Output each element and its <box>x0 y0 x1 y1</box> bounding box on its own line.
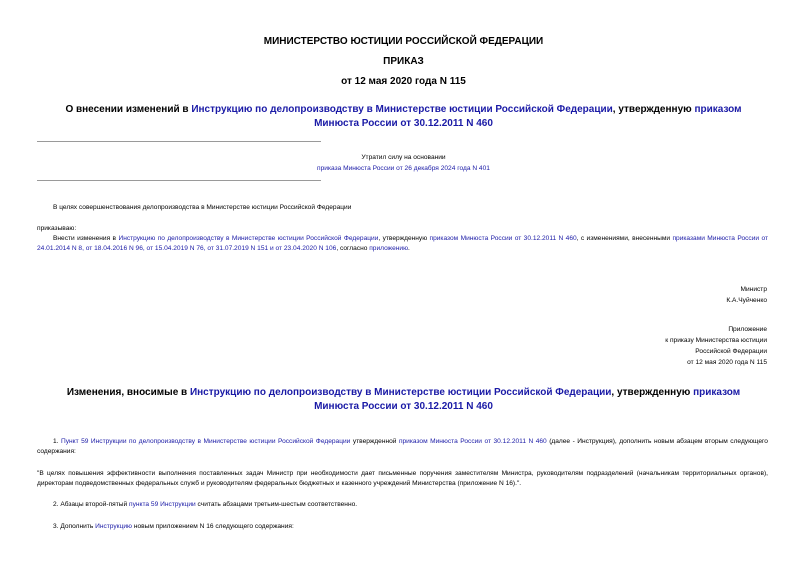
p1-text-e: . <box>408 245 410 252</box>
title2-link-instruction[interactable]: Инструкцию по делопроизводству в Министерстве юстиции Российской Федерации <box>189 387 612 398</box>
appendix-label-line1: Приложение <box>728 326 767 333</box>
p1-link-order[interactable]: приказом Минюста России от 30.12.2011 N 460 <box>429 235 577 242</box>
doc-date-number: от 12 мая 2020 года N 115 <box>341 76 466 87</box>
c3-link-instruction[interactable]: Инструкцию <box>95 523 132 530</box>
p1-text-d: , согласно <box>336 245 370 252</box>
c3-text-b: новым приложением N 16 следующего содержания: <box>131 523 294 530</box>
change-item-3 <box>37 522 768 532</box>
change-item-1 <box>37 437 768 457</box>
c3-text-a: 3. Дополнить <box>53 523 96 530</box>
intro-paragraph: В целях совершенствования делопроизводства в Министерстве юстиции Российской Федерации <box>53 204 352 211</box>
c2-link-clause[interactable]: пункта 59 Инструкции <box>129 501 196 508</box>
title2-middle: , утвержденную <box>611 387 694 398</box>
c2-text-b: считать абзацами третьим-шестым соответственно. <box>195 501 358 508</box>
notice-text: Утратил силу на основании <box>361 154 446 161</box>
change-item-2 <box>37 500 768 510</box>
notice-top-divider <box>37 141 321 142</box>
document-title <box>50 103 757 131</box>
appendix-title <box>60 386 747 414</box>
title-prefix: О внесении изменений в <box>65 104 192 115</box>
title-link-order[interactable]: приказом Минюста России от 30.12.2011 N 460 <box>314 104 742 129</box>
appendix-label-line2: к приказу Министерства юстиции <box>665 337 767 344</box>
title-link-instruction[interactable]: Инструкцию по делопроизводству в Министерстве юстиции Российской Федерации <box>191 104 613 115</box>
p1-text-b: , утвержденную <box>378 235 430 242</box>
doc-type-heading: ПРИКАЗ <box>383 56 424 67</box>
title2-prefix: Изменения, вносимые в <box>66 387 190 398</box>
c2-text-a: 2. Абзацы второй-пятый <box>53 501 129 508</box>
p1-text-a: Внести изменения в <box>53 235 119 242</box>
c1-text-b: (далее - Инструкция), дополнить новым абзацем вторым следующего содержания: <box>37 438 768 455</box>
order-paragraph <box>37 234 768 254</box>
title-middle: , утвержденную <box>612 104 695 115</box>
title2-link-order[interactable]: приказом Минюста России от 30.12.2011 N 460 <box>314 387 741 412</box>
c1-number: 1. <box>53 438 61 445</box>
p1-link-appendix[interactable]: приложению <box>369 245 409 252</box>
p1-text-c: , с изменениями, внесенными <box>576 235 673 242</box>
signature-position: Министр <box>740 286 767 293</box>
notice-link[interactable]: приказа Минюста России от 26 декабря 2024 года N 401 <box>317 165 490 172</box>
change-item-1-quote: "В целях повышения эффективности выполнения поставленных задач Министр при необходимости дает письменные поручения заместителям Министра, руководителям подразделений (начальникам территориальных органов), директорам подведомственных федеральных служб и руководителям федеральных бюджетных и казенного учреждений Министерства (приложение N 16).". <box>37 470 768 487</box>
order-word: приказываю: <box>37 225 77 232</box>
p1-link-instruction[interactable]: Инструкцию по делопроизводству в Министерстве юстиции Российской Федерации <box>118 235 379 242</box>
p1-link-amendments[interactable]: приказами Минюста России от 24.01.2014 N 8, от 18.04.2016 N 96, от 15.04.2019 N 76, от 31.07.2019 N 151 и от 23.04.2020 N 106 <box>37 235 768 252</box>
signature-name: К.А.Чуйченко <box>726 297 767 304</box>
c1-link-clause[interactable]: Пункт 59 Инструкции по делопроизводству в Министерстве юстиции Российской Федерации <box>60 438 351 445</box>
notice-bottom-divider <box>37 180 321 181</box>
ministry-heading: МИНИСТЕРСТВО ЮСТИЦИИ РОССИЙСКОЙ ФЕДЕРАЦИИ <box>263 36 544 47</box>
c1-link-order[interactable]: приказом Минюста России от 30.12.2011 N 460 <box>398 438 547 445</box>
appendix-label-line4: от 12 мая 2020 года N 115 <box>687 359 767 366</box>
c1-text-a: утвержденной <box>350 438 399 445</box>
appendix-label-line3: Российской Федерации <box>695 348 767 355</box>
